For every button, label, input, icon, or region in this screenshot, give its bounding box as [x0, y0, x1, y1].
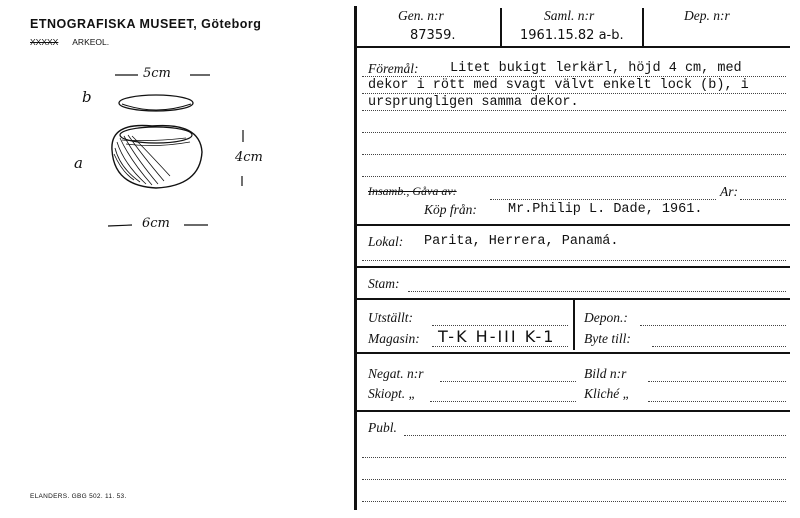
kop-fran-value: Mr.Philip L. Dade, 1961. [508, 202, 703, 217]
card-divider [354, 6, 357, 510]
printer-imprint: ELANDERS. GBG 502. 11. 53. [30, 493, 127, 500]
dotted-line [430, 401, 576, 402]
dep-nr-label: Dep. n:r [684, 8, 730, 23]
dotted-line [740, 199, 786, 200]
dotted-line [362, 176, 786, 177]
lid-shape [119, 95, 193, 111]
stam-label: Stam: [368, 276, 400, 291]
rule-below-acquisition [356, 224, 790, 226]
dotted-line [432, 325, 568, 326]
utstallt-label: Utställt: [368, 310, 414, 325]
lokal-value: Parita, Herrera, Panamá. [424, 234, 619, 249]
height-label: 4cm [235, 150, 263, 165]
kop-fran-label: Köp från: [424, 202, 477, 217]
negat-label: Negat. n:r [368, 366, 424, 381]
dotted-line [362, 457, 786, 458]
dotted-line [648, 401, 786, 402]
department-label: ARKEOL. [72, 37, 110, 47]
gen-nr-label: Gen. n:r [398, 8, 444, 23]
struck-department: XXXXX [30, 37, 59, 47]
bild-label: Bild n:r [584, 366, 627, 381]
collected-gift-label: Insamb., Gåva av: [368, 184, 457, 198]
gen-nr-value: 87359. [410, 28, 456, 43]
lokal-label: Lokal: [368, 234, 404, 249]
dotted-line [362, 76, 786, 77]
rule-below-lokal [356, 266, 790, 268]
byte-till-label: Byte till: [584, 331, 631, 346]
saml-nr-label: Saml. n:r [544, 8, 595, 23]
magasin-label: Magasin: [368, 331, 420, 346]
dotted-line [648, 381, 786, 382]
lid-letter-b: b [82, 88, 92, 106]
dotted-line [362, 260, 786, 261]
ar-label: Ar: [720, 184, 738, 199]
dotted-line [404, 435, 786, 436]
skiopt-label: Skiopt. „ [368, 386, 417, 401]
museum-name: ETNOGRAFISKA MUSEET, Göteborg [30, 17, 262, 31]
foremal-label: Föremål: [368, 61, 419, 76]
dotted-line [490, 199, 716, 200]
rule-below-photo [356, 410, 790, 412]
divider-gen-saml [500, 8, 502, 46]
dotted-line [652, 346, 786, 347]
department-line [30, 37, 109, 47]
lid-width-label: 5cm [143, 66, 171, 81]
rule-below-numbers [356, 46, 790, 48]
publ-label: Publ. [368, 420, 397, 435]
saml-nr-value: 1961.15.82 a-b. [520, 28, 624, 43]
dotted-line [362, 154, 786, 155]
rule-below-storage [356, 352, 790, 354]
dotted-line [640, 325, 786, 326]
dotted-line [362, 132, 786, 133]
magasin-value: T-K H-III K-1 [438, 327, 556, 346]
foremal-line-2: dekor i rött med svagt välvt enkelt lock (b), i [368, 78, 749, 93]
dotted-line [362, 93, 786, 94]
dotted-line [440, 381, 576, 382]
dotted-line [362, 110, 786, 111]
foremal-line-1: Litet bukigt lerkärl, höjd 4 cm, med [450, 61, 742, 76]
kliche-label: Kliché „ [584, 386, 631, 401]
divider-saml-dep [642, 8, 644, 46]
dotted-line [362, 479, 786, 480]
dotted-line [408, 291, 786, 292]
dotted-line [362, 501, 786, 502]
foremal-line-3: ursprungligen samma dekor. [368, 95, 579, 110]
base-width-label: 6cm [142, 216, 170, 231]
dotted-line [432, 346, 568, 347]
divider-storage [573, 300, 575, 350]
vessel-letter-a: a [74, 154, 83, 172]
vessel-drawing [60, 60, 320, 240]
depon-label: Depon.: [584, 310, 628, 325]
